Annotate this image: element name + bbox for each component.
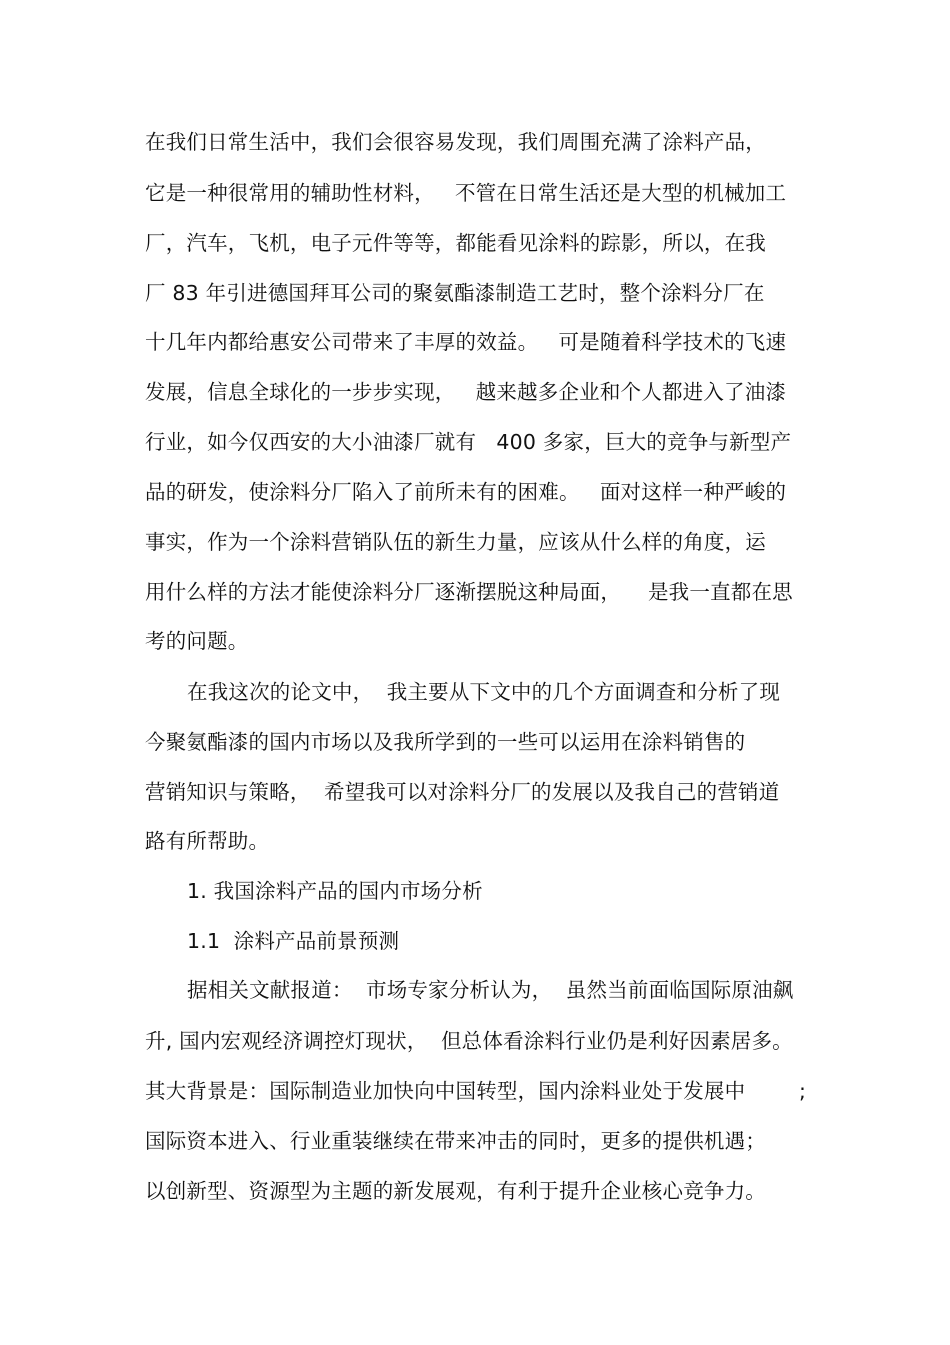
text-line: 发展，信息全球化的一步步实现， 越来越多企业和个人都进入了油漆 [145,380,787,404]
text-line: 据相关文献报道： 市场专家分析认为， 虽然当前面临国际原油飙 [187,978,794,1002]
text-line: 营销知识与策略， 希望我可以对涂料分厂的发展以及我自己的营销道 [145,780,780,804]
text-line: 用什么样的方法才能使涂料分厂逐渐摆脱这种局面， 是我一直都在思 [145,580,793,604]
text-line: 今聚氨酯漆的国内市场以及我所学到的一些可以运用在涂料销售的 [145,730,746,754]
text-line: 在我这次的论文中， 我主要从下文中的几个方面调查和分析了现 [187,680,781,704]
subsection-heading: 1.1 涂料产品前景预测 [187,929,400,953]
text-line: 升, 国内宏观经济调控灯现状， 但总体看涂料行业仍是利好因素居多。 [145,1029,793,1053]
text-line: 它是一种很常用的辅助性材料， 不管在日常生活还是大型的机械加工 [145,181,787,205]
text-line: 在我们日常生活中，我们会很容易发现，我们周围充满了涂料产品， [145,130,766,154]
text-line: 厂，汽车，飞机，电子元件等等，都能看见涂料的踪影，所以，在我 [145,231,766,255]
text-line: 路有所帮助。 [145,829,270,853]
text-line: 十几年内都给惠安公司带来了丰厚的效益。 可是随着科学技术的飞速 [145,330,787,354]
text-line: 厂 83 年引进德国拜耳公司的聚氨酯漆制造工艺时，整个涂料分厂在 [145,281,765,305]
text-line: 其大背景是：国际制造业加快向中国转型，国内涂料业处于发展中 ; [145,1079,807,1103]
text-line: 考的问题。 [145,629,249,653]
text-line: 国际资本进入、行业重装继续在带来冲击的同时，更多的提供机遇； [145,1129,766,1153]
text-line: 以创新型、资源型为主题的新发展观，有利于提升企业核心竞争力。 [145,1179,766,1203]
section-heading: 1. 我国涂料产品的国内市场分析 [187,879,483,903]
text-line: 行业，如今仅西安的大小油漆厂就有 400 多家，巨大的竞争与新型产 [145,430,792,454]
text-line: 事实，作为一个涂料营销队伍的新生力量，应该从什么样的角度，运 [145,530,766,554]
text-line: 品的研发，使涂料分厂陷入了前所未有的困难。 面对这样一种严峻的 [145,480,787,504]
